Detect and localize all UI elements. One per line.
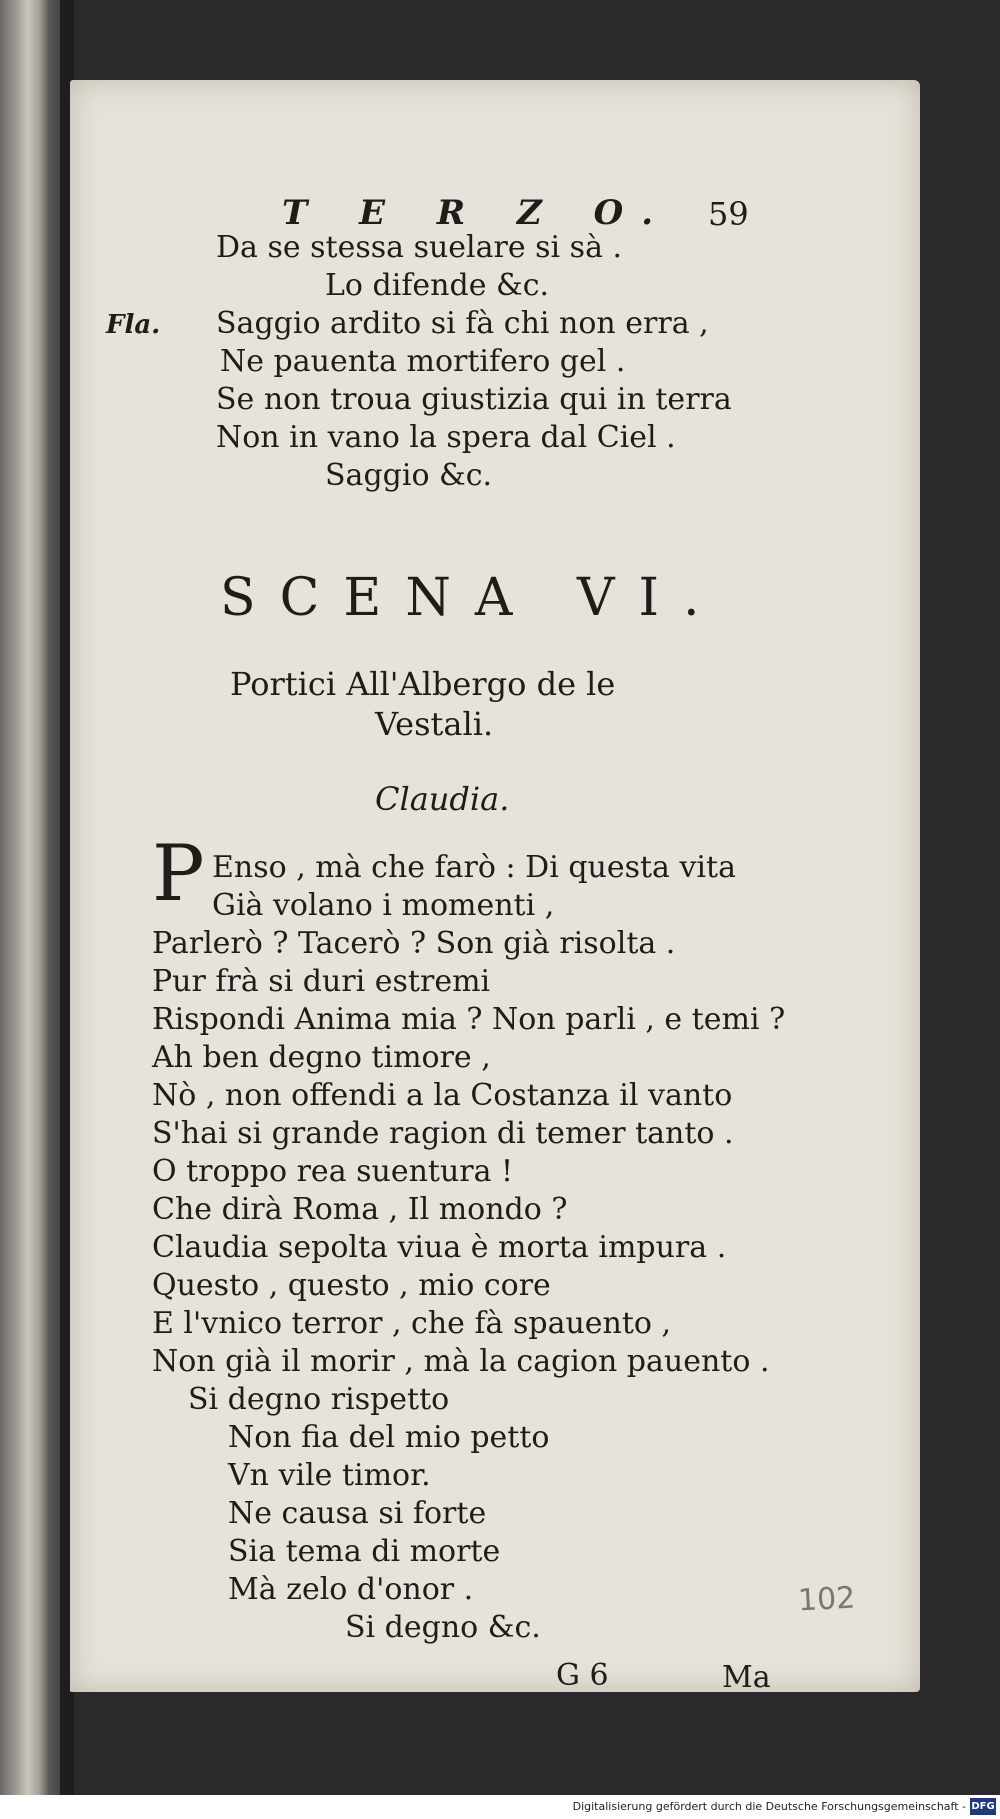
verse-line: Da se stessa suelare si sà . [216,230,623,265]
aria-line: Sia tema di morte [228,1534,501,1569]
funding-credit: Digitalisierung gefördert durch die Deutsche Forschungsgemeinschaft - [572,1800,966,1813]
verse-line: Non in vano la spera dal Ciel . [216,420,676,455]
drop-cap: P [152,829,205,919]
dfg-logo-icon: DFG [970,1798,996,1815]
monologue-line: Già volano i momenti , [212,888,555,923]
verse-line: Ne pauenta mortifero gel . [220,344,626,379]
verse-line: Se non troua giustizia qui in terra [216,382,732,417]
book-page [70,80,920,1695]
speaker-label: Fla. [106,310,161,340]
verse-line: Saggio ardito si fà chi non erra , [216,306,709,341]
running-head: T E R Z O. [282,193,674,233]
monologue-line: O troppo rea suentura ! [152,1154,514,1189]
monologue-line: E l'vnico terror , che fà spauento , [152,1306,672,1341]
monologue-line: S'hai si grande ragion di temer tanto . [152,1116,734,1151]
signature-mark: G 6 [556,1658,609,1693]
scene-title: SCENA VI. [220,568,724,628]
monologue-line: Nò , non offendi a la Costanza il vanto [152,1078,733,1113]
monologue-line: Pur frà si duri estremi [152,964,491,999]
handwritten-note: 102 [797,1580,857,1619]
monologue-line: Non già il morir , mà la cagion pauento . [152,1344,770,1379]
verse-line: Lo difende &c. [325,268,550,303]
monologue-line: Rispondi Anima mia ? Non parli , e temi ? [152,1002,786,1037]
aria-line: Non fia del mio petto [228,1420,550,1455]
place-heading: Vestali. [375,705,494,743]
aria-line: Si degno rispetto [188,1382,450,1417]
page-number: 59 [708,195,749,233]
aria-line: Ne causa si forte [228,1496,487,1531]
aria-line: Si degno &c. [345,1610,541,1645]
monologue-line: Che dirà Roma , Il mondo ? [152,1192,568,1227]
footer-bar [0,1795,1000,1819]
monologue-line: Parlerò ? Tacerò ? Son già risolta . [152,926,676,961]
monologue-line: Ah ben degno timore , [152,1040,491,1075]
aria-line: Vn vile timor. [228,1458,431,1493]
aria-line: Mà zelo d'onor . [228,1572,474,1607]
place-heading: Portici All'Albergo de le [230,665,616,703]
catchword: Ma [722,1660,771,1695]
monologue-line: Enso , mà che farò : Di questa vita [212,850,736,885]
monologue-line: Questo , questo , mio core [152,1268,551,1303]
verse-line: Saggio &c. [325,458,493,493]
character-name: Claudia. [375,780,510,818]
monologue-line: Claudia sepolta viua è morta impura . [152,1230,727,1265]
